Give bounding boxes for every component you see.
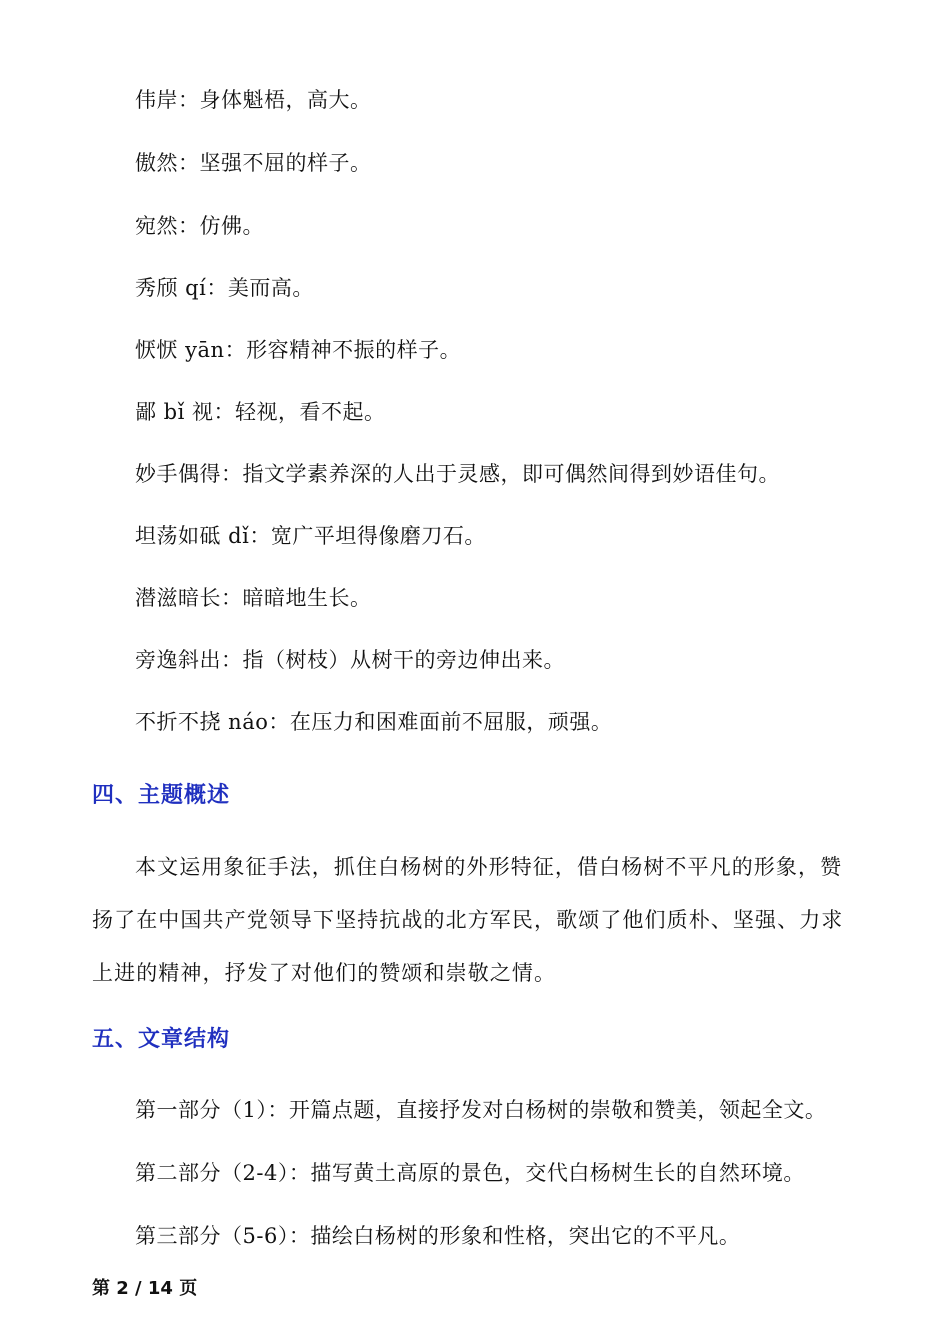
vocab-item: 旁逸斜出：指（树枝）从树干的旁边伸出来。 <box>135 648 565 672</box>
vocab-item: 妙手偶得：指文学素养深的人出于灵感，即可偶然间得到妙语佳句。 <box>135 462 780 486</box>
vocab-item: 傲然：坚强不屈的样子。 <box>135 151 372 175</box>
vocab-item: 宛然：仿佛。 <box>135 214 264 238</box>
vocab-item: 秀颀 qí：美而高。 <box>135 276 314 300</box>
structure-item: 第三部分（5-6）：描绘白杨树的形象和性格，突出它的不平凡。 <box>135 1224 741 1248</box>
page-number: 第 2 / 14 页 <box>92 1278 198 1299</box>
vocab-item: 坦荡如砥 dǐ：宽广平坦得像磨刀石。 <box>135 524 486 548</box>
vocab-item: 不折不挠 náo：在压力和困难面前不屈服，顽强。 <box>135 710 613 734</box>
section-heading-theme: 四、主题概述 <box>92 783 231 808</box>
vocab-item: 鄙 bǐ 视：轻视，看不起。 <box>135 400 386 424</box>
structure-item: 第二部分（2-4）：描写黄土高原的景色，交代白杨树生长的自然环境。 <box>135 1161 805 1185</box>
section-heading-structure: 五、文章结构 <box>92 1027 231 1052</box>
vocab-item: 潜滋暗长：暗暗地生长。 <box>135 586 372 610</box>
vocab-item: 伟岸：身体魁梧，高大。 <box>135 88 372 112</box>
vocab-item: 恹恹 yān：形容精神不振的样子。 <box>135 338 462 362</box>
structure-item: 第一部分（1）：开篇点题，直接抒发对白杨树的崇敬和赞美，领起全文。 <box>135 1098 827 1122</box>
theme-paragraph: 本文运用象征手法，抓住白杨树的外形特征，借白杨树不平凡的形象，赞扬了在中国共产党领导下坚持抗战的北方军民，歌颂了他们质朴、坚强、力求上进的精神，抒发了对他们的赞颂和崇敬之情。 <box>92 855 844 985</box>
